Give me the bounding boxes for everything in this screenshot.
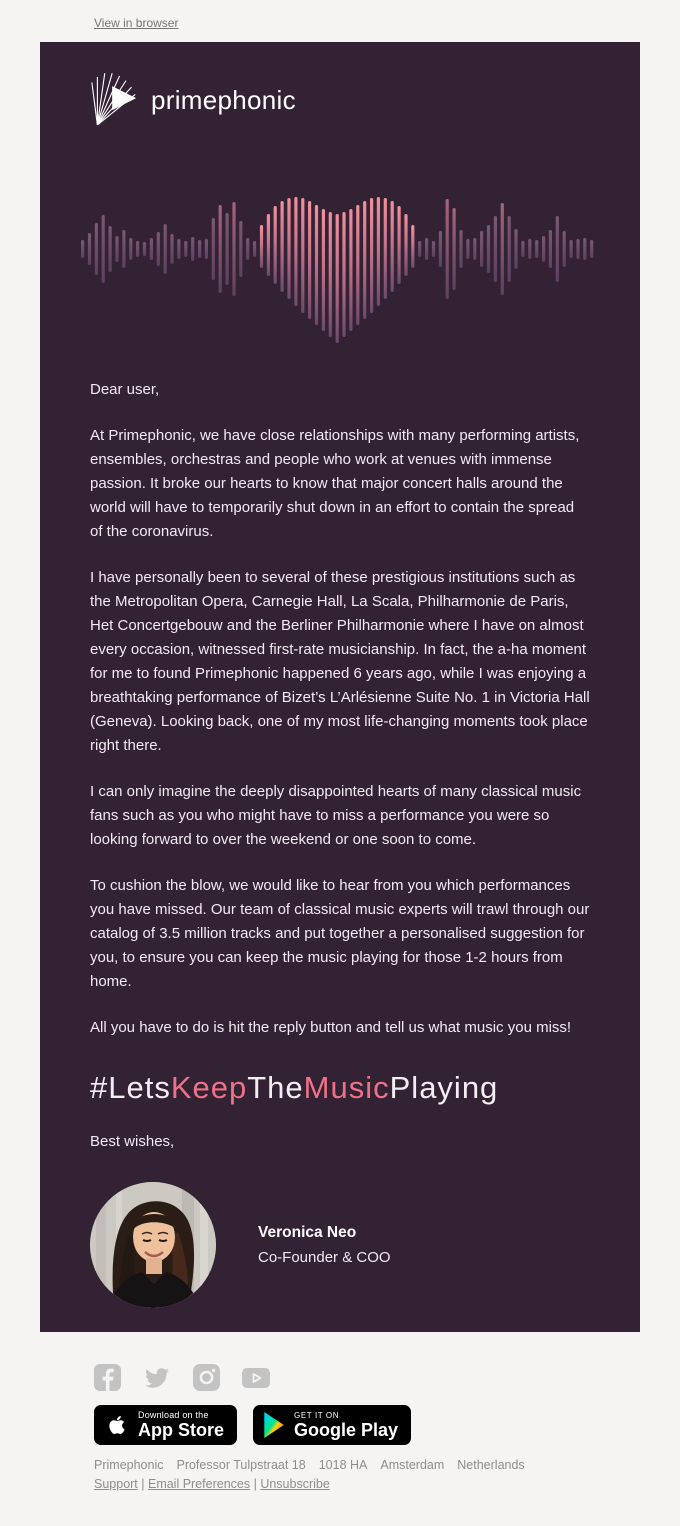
hashtag-segment: Playing: [389, 1070, 499, 1105]
signature-block: [90, 1182, 590, 1308]
app-store-badge[interactable]: [94, 1405, 237, 1445]
hashtag-segment: Music: [303, 1070, 390, 1105]
app-store-badge-line1: Download on the: [138, 1410, 209, 1420]
social-links: [94, 1364, 680, 1391]
store-badges: [94, 1405, 680, 1445]
avatar-photo: [90, 1182, 216, 1308]
company-address: [94, 1458, 680, 1472]
address-part: Amsterdam: [380, 1458, 445, 1472]
primephonic-logo[interactable]: [90, 70, 590, 130]
footer: [0, 1332, 680, 1499]
twitter-icon: [143, 1366, 171, 1390]
legal-links: Support | Email Preferences | Unsubscribe: [94, 1477, 330, 1491]
app-store-badge-line2: App Store: [138, 1420, 225, 1440]
closing-text: Best wishes,: [90, 1133, 175, 1150]
hashtag-segment: #Lets: [90, 1070, 171, 1105]
instagram-icon: [193, 1364, 220, 1391]
facebook-link[interactable]: [94, 1364, 121, 1391]
google-play-badge-line2: Google Play: [294, 1420, 399, 1440]
body-paragraph: All you have to do is hit the reply button and tell us what music you miss!: [90, 1019, 572, 1036]
heart-waveform-graphic: [80, 188, 600, 348]
google-play-badge-line1: GET IT ON: [294, 1411, 340, 1420]
body-paragraph: At Primephonic, we have close relationships with many performing artists, ensembles, orchestras and people who work at venues with immense passion. It broke our hearts to know that major concert halls around the world will have to temporarily shut down in an effort to contain the spread of the coronavirus.: [90, 427, 580, 540]
email-card: [40, 42, 640, 1332]
signature-text: [258, 1224, 391, 1266]
google-play-badge[interactable]: [253, 1405, 411, 1445]
view-in-browser-link[interactable]: View in browser: [94, 16, 179, 30]
greeting-text: Dear user,: [90, 381, 160, 398]
apple-icon: [105, 1412, 129, 1438]
header-bar: [0, 0, 680, 42]
signature-name: Veronica Neo: [258, 1224, 357, 1241]
hashtag-segment: Keep: [170, 1070, 248, 1105]
body-paragraph: I can only imagine the deeply disappointed hearts of many classical music fans such as you who might have to miss a performance you were so looking forward to over the weekend or one soon to come.: [90, 783, 582, 848]
facebook-icon: [94, 1364, 121, 1391]
email-preferences-link[interactable]: Email Preferences: [147, 1477, 251, 1491]
logo-wordmark: primephonic: [151, 84, 296, 115]
support-link[interactable]: Support: [94, 1477, 138, 1491]
twitter-link[interactable]: [143, 1366, 171, 1390]
address-part: 1018 HA: [318, 1458, 368, 1472]
hashtag-segment: The: [247, 1070, 304, 1105]
body-paragraph: I have personally been to several of these prestigious institutions such as the Metropolitan Opera, Carnegie Hall, La Scala, Philharmonie de Paris, Het Concertgebouw and the Berliner Philharmonie where I have on almost every occasion, witnessed first-rate musicianship. In fact, the a-ha moment for me to found Primephonic happened 6 years ago, while I was enjoying a breathtaking performance of Bizet’s L’Arlésienne Suite No. 1 in Victoria Hall (Geneva). Looking back, one of my most life-changing moments took place right there.: [90, 569, 590, 754]
hashtag-headline: [90, 1070, 590, 1106]
unsubscribe-link[interactable]: Unsubscribe: [260, 1477, 330, 1491]
address-part: Netherlands: [457, 1458, 525, 1472]
instagram-link[interactable]: [193, 1364, 220, 1391]
signature-title: Co-Founder & COO: [258, 1249, 391, 1266]
youtube-icon: [242, 1368, 270, 1388]
google-play-icon: [264, 1412, 285, 1438]
logo-fan-icon: [90, 72, 138, 128]
address-part: Primephonic: [94, 1458, 164, 1472]
youtube-link[interactable]: [242, 1368, 270, 1388]
body-paragraph: To cushion the blow, we would like to hear from you which performances you have missed. Our team of classical music experts will trawl through our catalog of 3.5 million tracks and put together a personalised suggestion for you, to ensure you can keep the music playing for those 1-2 hours from home.: [90, 877, 590, 990]
address-part: Professor Tulpstraat 18: [176, 1458, 306, 1472]
